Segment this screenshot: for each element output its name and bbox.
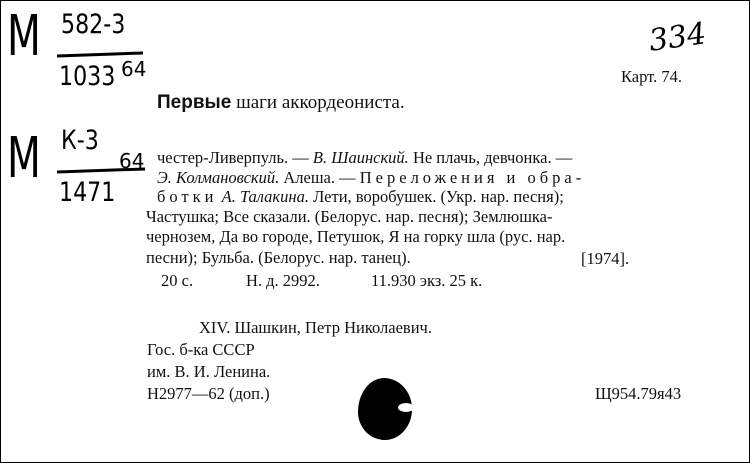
line3-author: А. Талакина. bbox=[217, 187, 309, 206]
contents-line-2 bbox=[157, 170, 585, 187]
contents-line-6 bbox=[146, 250, 411, 267]
handwritten-top-sub: 1033 bbox=[59, 61, 116, 92]
line1-rest: Не плачь, девчонка. — bbox=[408, 148, 573, 167]
title-rest: шаги аккордеониста. bbox=[231, 92, 405, 113]
line6-text: песни); Бульба. (Белорус. нар. танец). bbox=[146, 248, 411, 267]
handwritten-top-number: 582-3 bbox=[61, 9, 126, 40]
line2-text: Алеша. — bbox=[279, 168, 360, 187]
page-count: 20 с. bbox=[161, 271, 194, 290]
line3-rest: Лети, воробушек. (Укр. нар. песня); bbox=[308, 187, 564, 206]
line2-spaced: Переложения и обра- bbox=[359, 168, 586, 187]
line1-author: В. Шаинский. bbox=[312, 148, 409, 167]
handwritten-mid-number: К-3 bbox=[61, 125, 99, 156]
handwritten-mid-letter: М bbox=[7, 126, 41, 191]
contents-line-4: Частушка; Все сказали. (Белорус. нар. песня); Землюшка- bbox=[146, 207, 553, 226]
line1-text: честер-Ливерпуль. — bbox=[157, 148, 313, 167]
registry-number: Н. д. 2992. bbox=[246, 271, 320, 290]
handwritten-mid-suffix: 64 bbox=[119, 149, 145, 173]
book-title bbox=[157, 93, 405, 112]
punched-hole-notch bbox=[398, 403, 414, 412]
classification-code: Щ954.79я43 bbox=[595, 384, 682, 403]
print-run-price: 11.930 экз. 25 к. bbox=[371, 271, 483, 290]
contents-line-1 bbox=[157, 150, 572, 167]
card-number: Карт. 74. bbox=[621, 67, 682, 86]
contents-line-3 bbox=[157, 189, 564, 206]
handwritten-corner-mark: 334 bbox=[646, 16, 709, 59]
library-line-1: Гос. б-ка СССР bbox=[147, 340, 255, 359]
library-line-2: им. В. И. Ленина. bbox=[147, 362, 271, 381]
handwritten-top-suffix: 64 bbox=[121, 57, 147, 81]
line3-spaced: ботки bbox=[157, 187, 218, 206]
publication-year: [1974]. bbox=[581, 249, 630, 268]
contents-line-5: чернозем, Да во городе, Петушок, Я на горку шла (рус. нар. bbox=[146, 227, 566, 246]
order-number: Н2977—62 (доп.) bbox=[147, 384, 270, 403]
line2-author: Э. Колмановский. bbox=[157, 168, 280, 187]
title-bold: Первые bbox=[157, 92, 232, 113]
handwritten-mid-sub: 1471 bbox=[59, 177, 116, 208]
section-heading: XIV. Шашкин, Петр Николаевич. bbox=[199, 318, 432, 337]
handwritten-top-letter: М bbox=[7, 4, 41, 69]
